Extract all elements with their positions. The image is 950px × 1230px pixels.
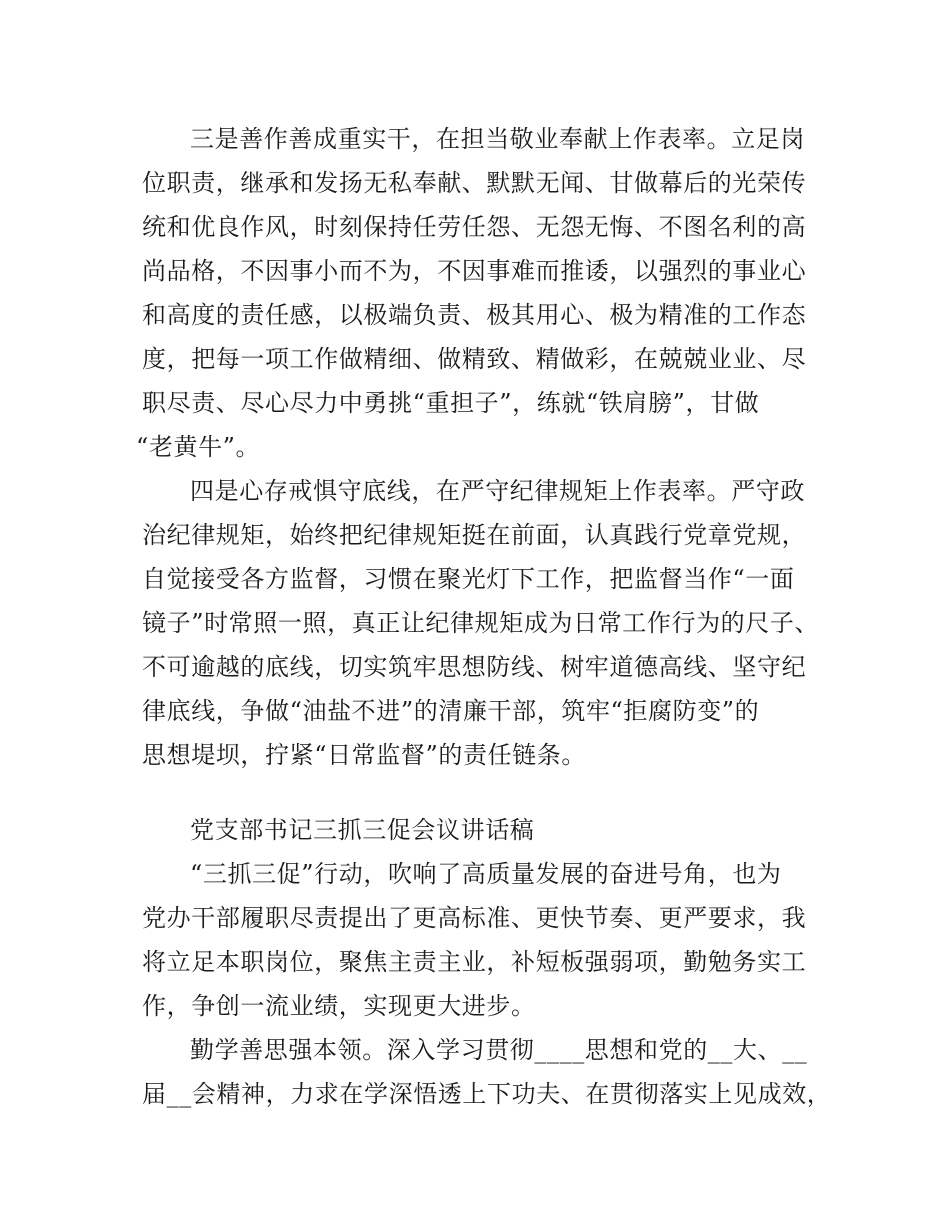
text-line: 三是善作善成重实干，在担当敬业奉献上作表率。立足岗: [190, 125, 805, 153]
paragraph-discipline: [142, 469, 832, 777]
text-line: 尚品格，不因事小而不为，不因事难而推诿，以强烈的事业心: [142, 257, 807, 285]
text-line: 不可逾越的底线，切实筑牢思想防线、树牢道德高线、坚守纪: [142, 653, 807, 681]
text-line: 和高度的责任感，以极端负责、极其用心、极为精准的工作态: [142, 301, 807, 329]
text-line: 届__会精神，力求在学深悟透上下功夫、在贯彻落实上见成效，: [142, 1080, 832, 1108]
paragraph-study: [142, 1028, 832, 1116]
text-line: 镜子”时常照一照，真正让纪律规矩成为日常工作行为的尺子、: [142, 609, 820, 637]
text-line: 自觉接受各方监督，习惯在聚光灯下工作，把监督当作“一面: [142, 565, 795, 593]
text-line: “老黄牛”。: [136, 433, 261, 461]
text-line: 四是心存戒惧守底线，在严守纪律规矩上作表率。严守政: [190, 477, 805, 505]
text-line: 勤学善思强本领。深入学习贯彻____思想和党的__大、__: [190, 1036, 808, 1064]
text-line: 位职责，继承和发扬无私奉献、默默无闻、甘做幕后的光荣传: [142, 169, 807, 197]
text-line: 度，把每一项工作做精细、做精致、精做彩，在兢兢业业、尽: [142, 345, 807, 373]
paragraph-intro: [142, 852, 832, 1028]
text-line: 将立足本职岗位，聚焦主责主业，补短板强弱项，勤勉务实工: [142, 948, 807, 976]
text-line: 律底线，争做“油盐不进”的清廉干部，筑牢“拒腐防变”的: [142, 697, 760, 725]
paragraph-dedication: [136, 117, 832, 469]
text-line: “三抓三促”行动，吹响了高质量发展的奋进号角，也为: [190, 860, 782, 888]
text-line: 思想堤坝，拧紧“日常监督”的责任链条。: [142, 741, 586, 769]
speech-title: 党支部书记三抓三促会议讲话稿: [190, 816, 535, 844]
text-line: 统和优良作风，时刻保持任劳任怨、无怨无悔、不图名利的高: [142, 213, 807, 241]
speech-title-block: [142, 808, 832, 852]
text-line: 作，争创一流业绩，实现更大进步。: [142, 992, 536, 1020]
text-line: 党办干部履职尽责提出了更高标准、更快节奏、更严要求，我: [142, 904, 807, 932]
text-line: 治纪律规矩，始终把纪律规矩挺在前面，认真践行党章党规，: [142, 521, 807, 549]
text-line: 职尽责、尽心尽力中勇挑“重担子”，练就“铁肩膀”，甘做: [142, 389, 760, 417]
